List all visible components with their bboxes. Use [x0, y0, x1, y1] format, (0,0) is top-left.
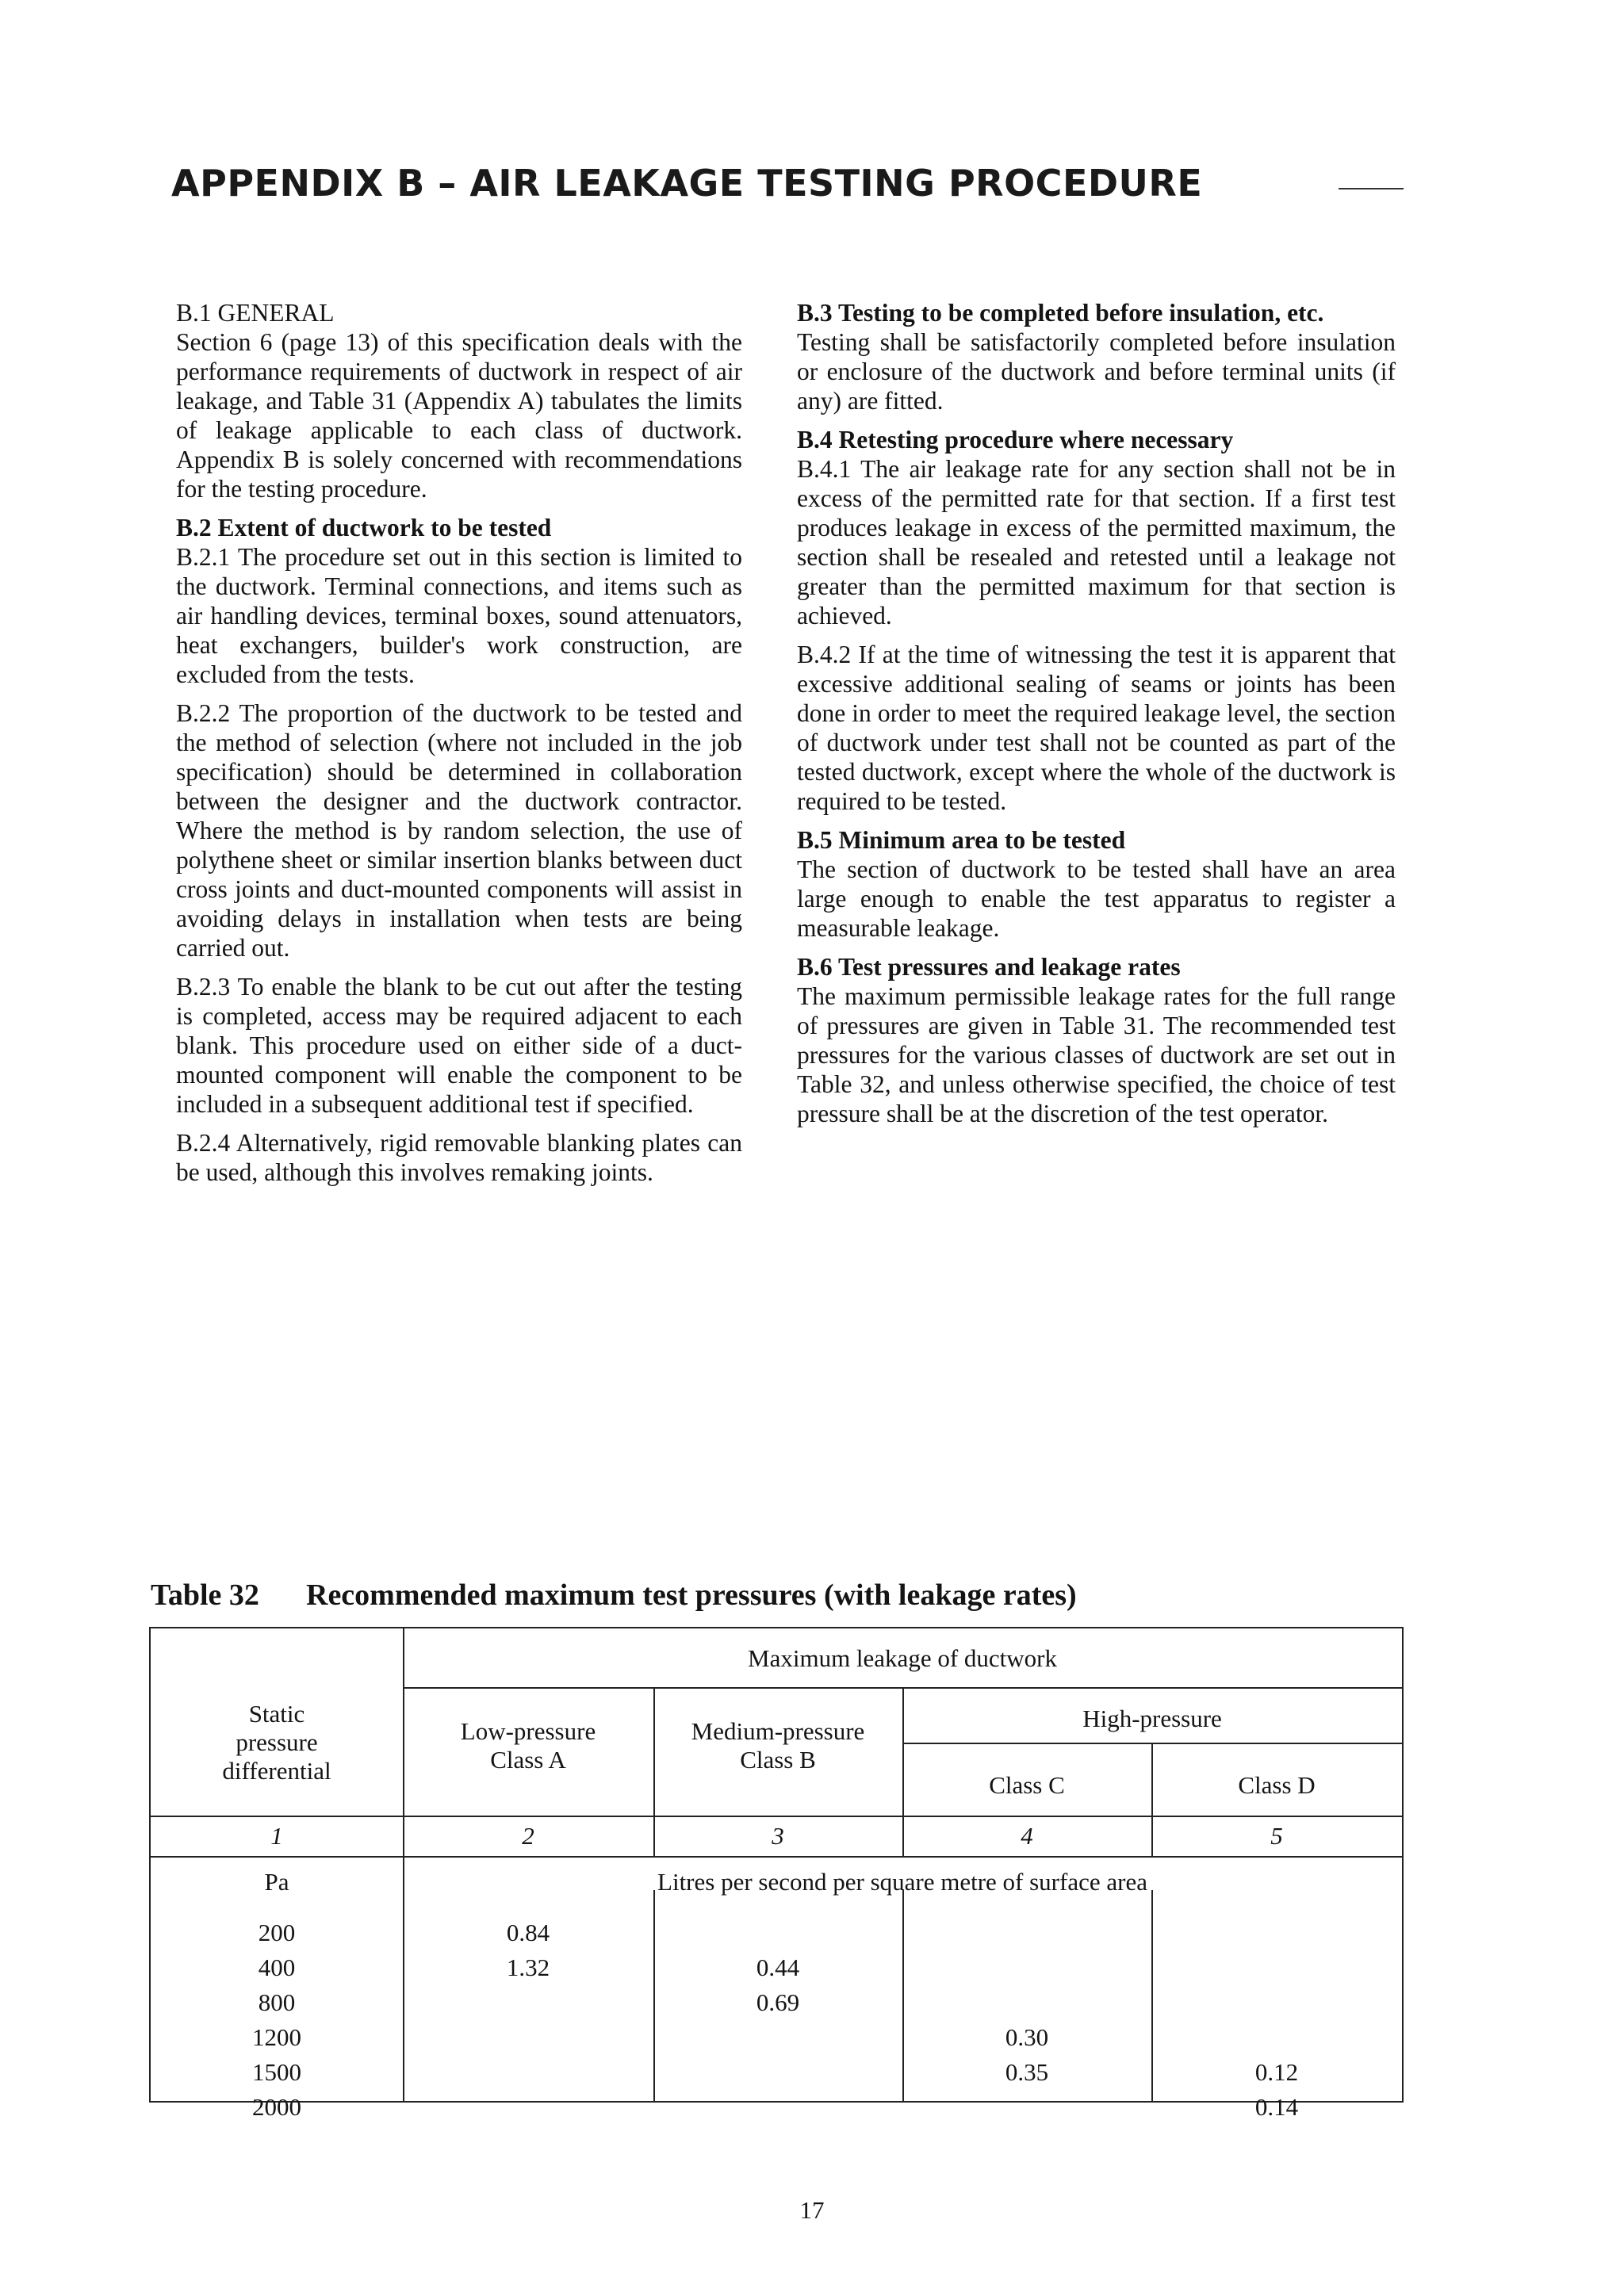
table-cell: 0.84 — [506, 1919, 550, 1946]
section-b6-heading: B.6 Test pressures and leakage rates — [797, 953, 1181, 981]
table-caption — [151, 1578, 1077, 1613]
section-b21-text: B.2.1 The procedure set out in this section is limited to the ductwork. Terminal connections, and items such as air handling devices, terminal boxes, sound attenuators, heat exchangers, builder's work construction, are excluded from the tests. — [176, 543, 742, 688]
section-b2-heading: B.2 Extent of ductwork to be tested — [176, 514, 552, 541]
column-number-4: 4 — [1021, 1822, 1033, 1850]
table-cell: 1200 — [252, 2023, 301, 2051]
header-class-c: Class C — [989, 1771, 1065, 1799]
header-max-leakage: Maximum leakage of ductwork — [748, 1644, 1057, 1672]
high-pressure-rule — [902, 1743, 1402, 1744]
col-divider-1 — [403, 1628, 404, 2101]
column-number-rule — [151, 1856, 1402, 1858]
header-low-pressure: Low-pressure Class A — [460, 1717, 596, 1774]
section-b5-heading: B.5 Minimum area to be tested — [797, 826, 1126, 854]
left-column — [176, 298, 742, 1196]
table-cell: 1.32 — [506, 1954, 550, 1981]
table-cell: 0.44 — [756, 1954, 800, 1981]
section-b1-heading: B.1 GENERAL — [176, 299, 335, 327]
section-b6-text: The maximum permissible leakage rates for the full range of pressures are given in Table 31. The recommended test pressures for the various classes of ductwork are set out in Table 32, and unless otherwise specified, the choice of test pressure shall be at the discretion of the test operator. — [797, 982, 1396, 1127]
section-b1-text: Section 6 (page 13) of this specification deals with the performance requirements of ductwork in respect of air leakage, and Table 31 (Appendix A) tabulates the limits of leakage applicable to each class of ductwork. Appendix B is solely concerned with recommendations for the testing procedure. — [176, 328, 742, 503]
table-number: Table 32 — [151, 1578, 259, 1612]
group-header-rule — [403, 1687, 1402, 1689]
column-number-2: 2 — [522, 1822, 534, 1850]
section-b23-text: B.2.3 To enable the blank to be cut out after the testing is completed, access may be required adjacent to each blank. This procedure used on either side of a duct-mounted component will enable the component to be included in a subsequent additional test if specified. — [176, 973, 742, 1118]
section-b4-heading: B.4 Retesting procedure where necessary — [797, 426, 1234, 453]
right-column — [797, 298, 1396, 1138]
section-b24-text: B.2.4 Alternatively, rigid removable blanking plates can be used, although this involves remaking joints. — [176, 1129, 742, 1186]
table-caption-text: Recommended maximum test pressures (with leakage rates) — [306, 1578, 1077, 1612]
table-cell: 0.69 — [756, 1988, 800, 2016]
header-bottom-rule — [151, 1816, 1402, 1817]
page-title: APPENDIX B – AIR LEAKAGE TESTING PROCEDURE — [171, 162, 1203, 205]
table-32 — [149, 1627, 1404, 2121]
section-b22-text: B.2.2 The proportion of the ductwork to be tested and the method of selection (where not included in the job specification) should be determined in collaboration between the designer and the ductwork contractor. Where the method is by random selection, the use of polythene sheet or similar insertion blanks between duct cross joints and duct-mounted components will assist in avoiding delays in installation when tests are being carried out. — [176, 699, 742, 962]
section-b42-text: B.4.2 If at the time of witnessing the test it is apparent that excessive additional sealing of seams or joints has been done in order to meet the required leakage level, the section of ductwork under test shall not be counted as part of the tested ductwork, except where the whole of the ductwork is required to be tested. — [797, 641, 1396, 815]
table-cell: 400 — [258, 1954, 296, 1981]
col-class-a — [403, 1915, 653, 1985]
col-class-c — [902, 2020, 1151, 2090]
unit-leakage-rate: Litres per second per square metre of surface area — [657, 1868, 1147, 1896]
header-medium-pressure: Medium-pressure Class B — [691, 1717, 865, 1774]
table-cell: 200 — [258, 1919, 296, 1946]
table-cell: 0.35 — [1005, 2058, 1049, 2086]
col-class-b — [653, 1950, 902, 2020]
title-rule — [1339, 188, 1404, 189]
header-high-pressure: High-pressure — [1082, 1705, 1222, 1732]
table-cell: 2000 — [252, 2093, 301, 2121]
page-number: 17 — [799, 2196, 825, 2224]
column-number-5: 5 — [1270, 1822, 1283, 1850]
column-number-1: 1 — [270, 1822, 283, 1850]
header-static-pressure: Static pressure differential — [222, 1700, 331, 1785]
section-b41-text: B.4.1 The air leakage rate for any section shall not be in excess of the permitted rate for that section. If a first test produces leakage in excess of the permitted maximum, the section shall be resealed and retested until a leakage not greater than the permitted maximum for that section is achieved. — [797, 455, 1396, 629]
table-cell: 0.14 — [1254, 2093, 1299, 2121]
section-b5-text: The section of ductwork to be tested shall have an area large enough to enable the test apparatus to register a measurable leakage. — [797, 855, 1396, 942]
table-cell: 0.30 — [1005, 2023, 1049, 2051]
unit-pa: Pa — [264, 1868, 289, 1896]
col-pressure — [151, 1915, 403, 2125]
section-b3-heading: B.3 Testing to be completed before insulation, etc. — [797, 299, 1324, 327]
table-cell: 1500 — [252, 2058, 301, 2086]
column-number-3: 3 — [772, 1822, 784, 1850]
section-b3-text: Testing shall be satisfactorily completed before insulation or enclosure of the ductwork and before terminal units (if any) are fitted. — [797, 328, 1396, 415]
table-cell: 0.12 — [1254, 2058, 1299, 2086]
table-cell: 800 — [258, 1988, 296, 2016]
header-class-d: Class D — [1238, 1771, 1316, 1799]
col-class-d — [1151, 2055, 1402, 2125]
